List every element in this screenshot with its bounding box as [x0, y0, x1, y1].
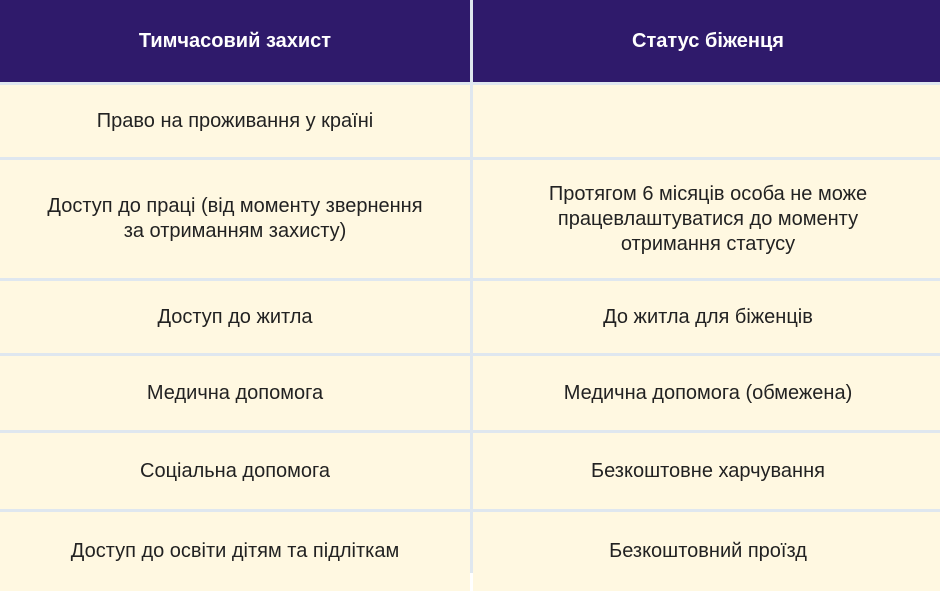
- cell-text: Протягом 6 місяців особа не може працевлаштуватися до моменту отримання статусу: [548, 182, 868, 255]
- cell-text: Медична допомога (обмежена): [563, 381, 853, 404]
- table-cell: [473, 160, 940, 278]
- table-cell: [0, 433, 470, 509]
- table-cell: [0, 85, 470, 157]
- table-cell: [473, 85, 940, 157]
- table-cell: [0, 356, 470, 430]
- column-header-refugee-status: Статус біженця: [473, 0, 940, 82]
- table-cell: [0, 281, 470, 353]
- cell-text: Безкоштовний проїзд: [609, 540, 807, 562]
- cell-text: Медична допомога: [146, 381, 324, 404]
- table-cell: [0, 160, 470, 278]
- cell-text: Соціальна допомога: [140, 459, 330, 482]
- table-cell: [473, 356, 940, 430]
- table-cell: [473, 512, 940, 591]
- column-header-temporary-protection: Тимчасовий захист: [0, 0, 470, 82]
- table-cell: [473, 433, 940, 509]
- cell-text: Право на проживання у країні: [96, 109, 374, 132]
- cell-text: Доступ до житла: [157, 305, 313, 328]
- cell-text: Доступ до праці (від моменту звернення за отриманням захисту): [47, 195, 423, 242]
- cell-text: Безкоштовне харчування: [591, 459, 825, 482]
- table-cell: [473, 281, 940, 353]
- table-cell: [0, 512, 470, 591]
- cell-text: До житла для біженців: [603, 305, 813, 328]
- cell-text: Доступ до освіти дітям та підліткам: [70, 540, 400, 562]
